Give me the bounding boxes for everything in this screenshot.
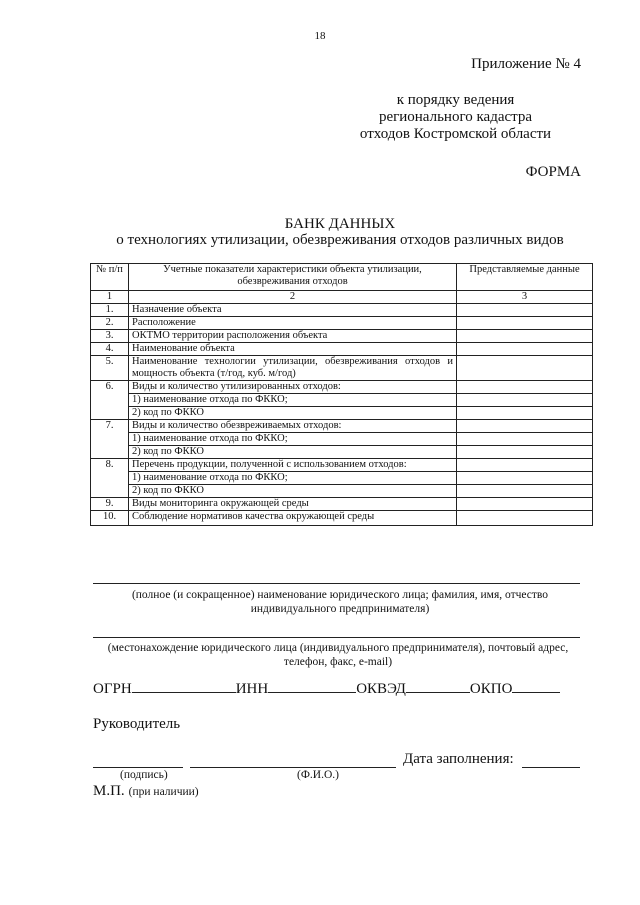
row-value-cell[interactable] [457, 485, 593, 498]
row-label: ОКТМО территории расположения объекта [129, 330, 457, 343]
row-value-cell[interactable] [457, 433, 593, 446]
row-value-cell[interactable] [457, 356, 593, 381]
column-number: 3 [457, 291, 593, 304]
row-value-cell[interactable] [457, 446, 593, 459]
row-label: Виды мониторинга окружающей среды [129, 498, 457, 511]
stamp-note: (при наличии) [128, 786, 199, 798]
table-row [91, 511, 593, 526]
row-label: Перечень продукции, полученной с использованием отходов: [129, 459, 457, 472]
row-label: Соблюдение нормативов качества окружающей среды [129, 511, 457, 526]
row-label: Наименование технологии утилизации, обезвреживания отходов и мощность объекта (т/год, куб. м/год) [129, 356, 457, 381]
appendix-line: к порядку ведения [396, 92, 515, 108]
table-row [91, 498, 593, 511]
name-caption: (полное (и сокращенное) наименование юридического лица; фамилия, имя, отчество индивидуального предпринимателя) [131, 589, 549, 615]
row-value-cell[interactable] [457, 511, 593, 526]
row-number: 3. [91, 330, 129, 343]
row-sub-label: 2) код по ФККО [129, 485, 457, 498]
column-number: 1 [91, 291, 129, 304]
row-value-cell[interactable] [457, 343, 593, 356]
row-number: 1. [91, 304, 129, 317]
row-value-cell[interactable] [457, 407, 593, 420]
row-number: 8. [91, 459, 129, 498]
registration-codes [93, 680, 560, 698]
appendix-title: Приложение № 4 [471, 56, 581, 72]
data-table [90, 263, 593, 526]
row-number: 2. [91, 317, 129, 330]
appendix-line: отходов Костромской области [359, 126, 552, 142]
table-row [91, 330, 593, 343]
form-label: ФОРМА [525, 164, 581, 180]
appendix-line: регионального кадастра [378, 109, 533, 125]
okved-label: ОКВЭД [356, 681, 406, 697]
fill-date-label: Дата заполнения: [403, 751, 514, 767]
location-line[interactable] [93, 637, 580, 638]
row-value-cell[interactable] [457, 317, 593, 330]
okved-field[interactable] [406, 680, 470, 693]
ogrn-label: ОГРН [93, 681, 132, 697]
table-subrow [91, 407, 593, 420]
table-row [91, 381, 593, 394]
table-subrow [91, 485, 593, 498]
stamp-block [93, 782, 199, 800]
row-value-cell[interactable] [457, 394, 593, 407]
table-row [91, 459, 593, 472]
row-value-cell[interactable] [457, 330, 593, 343]
document-subtitle: о технологиях утилизации, обезвреживания отходов различных видов [116, 232, 564, 248]
row-number: 9. [91, 498, 129, 511]
inn-field[interactable] [268, 680, 356, 693]
document-title: БАНК ДАННЫХ [284, 216, 396, 232]
appendix-subtitle [330, 92, 581, 143]
row-sub-label: 1) наименование отхода по ФККО; [129, 472, 457, 485]
ogrn-field[interactable] [132, 680, 236, 693]
row-sub-label: 1) наименование отхода по ФККО; [129, 433, 457, 446]
fio-caption: (Ф.И.О.) [297, 769, 339, 781]
row-number: 6. [91, 381, 129, 420]
row-label: Виды и количество обезвреживаемых отходов: [129, 420, 457, 433]
row-sub-label: 1) наименование отхода по ФККО; [129, 394, 457, 407]
row-value-cell[interactable] [457, 304, 593, 317]
column-number: 2 [129, 291, 457, 304]
inn-label: ИНН [235, 681, 269, 697]
header-cell-data: Представляемые данные [457, 264, 593, 291]
row-label: Расположение [129, 317, 457, 330]
row-sub-label: 2) код по ФККО [129, 446, 457, 459]
table-row [91, 356, 593, 381]
table-subrow [91, 446, 593, 459]
row-sub-label: 2) код по ФККО [129, 407, 457, 420]
table-subrow [91, 394, 593, 407]
row-number: 5. [91, 356, 129, 381]
row-value-cell[interactable] [457, 498, 593, 511]
head-label: Руководитель [93, 716, 181, 732]
okpo-label: ОКПО [469, 681, 513, 697]
row-number: 4. [91, 343, 129, 356]
location-caption: (местонахождение юридического лица (индивидуального предпринимателя), почтовый адрес, телефон, факс, e-mail) [107, 642, 569, 668]
fio-line[interactable] [190, 767, 396, 768]
header-cell-number: № п/п [91, 264, 129, 291]
row-number: 7. [91, 420, 129, 459]
okpo-field[interactable] [512, 680, 560, 693]
table-row [91, 420, 593, 433]
row-value-cell[interactable] [457, 420, 593, 433]
column-number-row [91, 291, 593, 304]
row-label: Наименование объекта [129, 343, 457, 356]
header-cell-indicators: Учетные показатели характеристики объекта утилизации, обезвреживания отходов [129, 264, 457, 291]
row-value-cell[interactable] [457, 472, 593, 485]
row-label: Виды и количество утилизированных отходов: [129, 381, 457, 394]
name-line[interactable] [93, 583, 580, 584]
table-subrow [91, 433, 593, 446]
page-number: 18 [314, 30, 326, 42]
table-row [91, 304, 593, 317]
signature-caption: (подпись) [120, 769, 168, 781]
fill-date-line[interactable] [522, 767, 580, 768]
table-subrow [91, 472, 593, 485]
table-row [91, 343, 593, 356]
row-label: Назначение объекта [129, 304, 457, 317]
table-row [91, 317, 593, 330]
row-number: 10. [91, 511, 129, 526]
stamp-label: М.П. [93, 783, 125, 799]
row-value-cell[interactable] [457, 459, 593, 472]
signature-line[interactable] [93, 767, 183, 768]
row-value-cell[interactable] [457, 381, 593, 394]
table-header-row [91, 264, 593, 291]
